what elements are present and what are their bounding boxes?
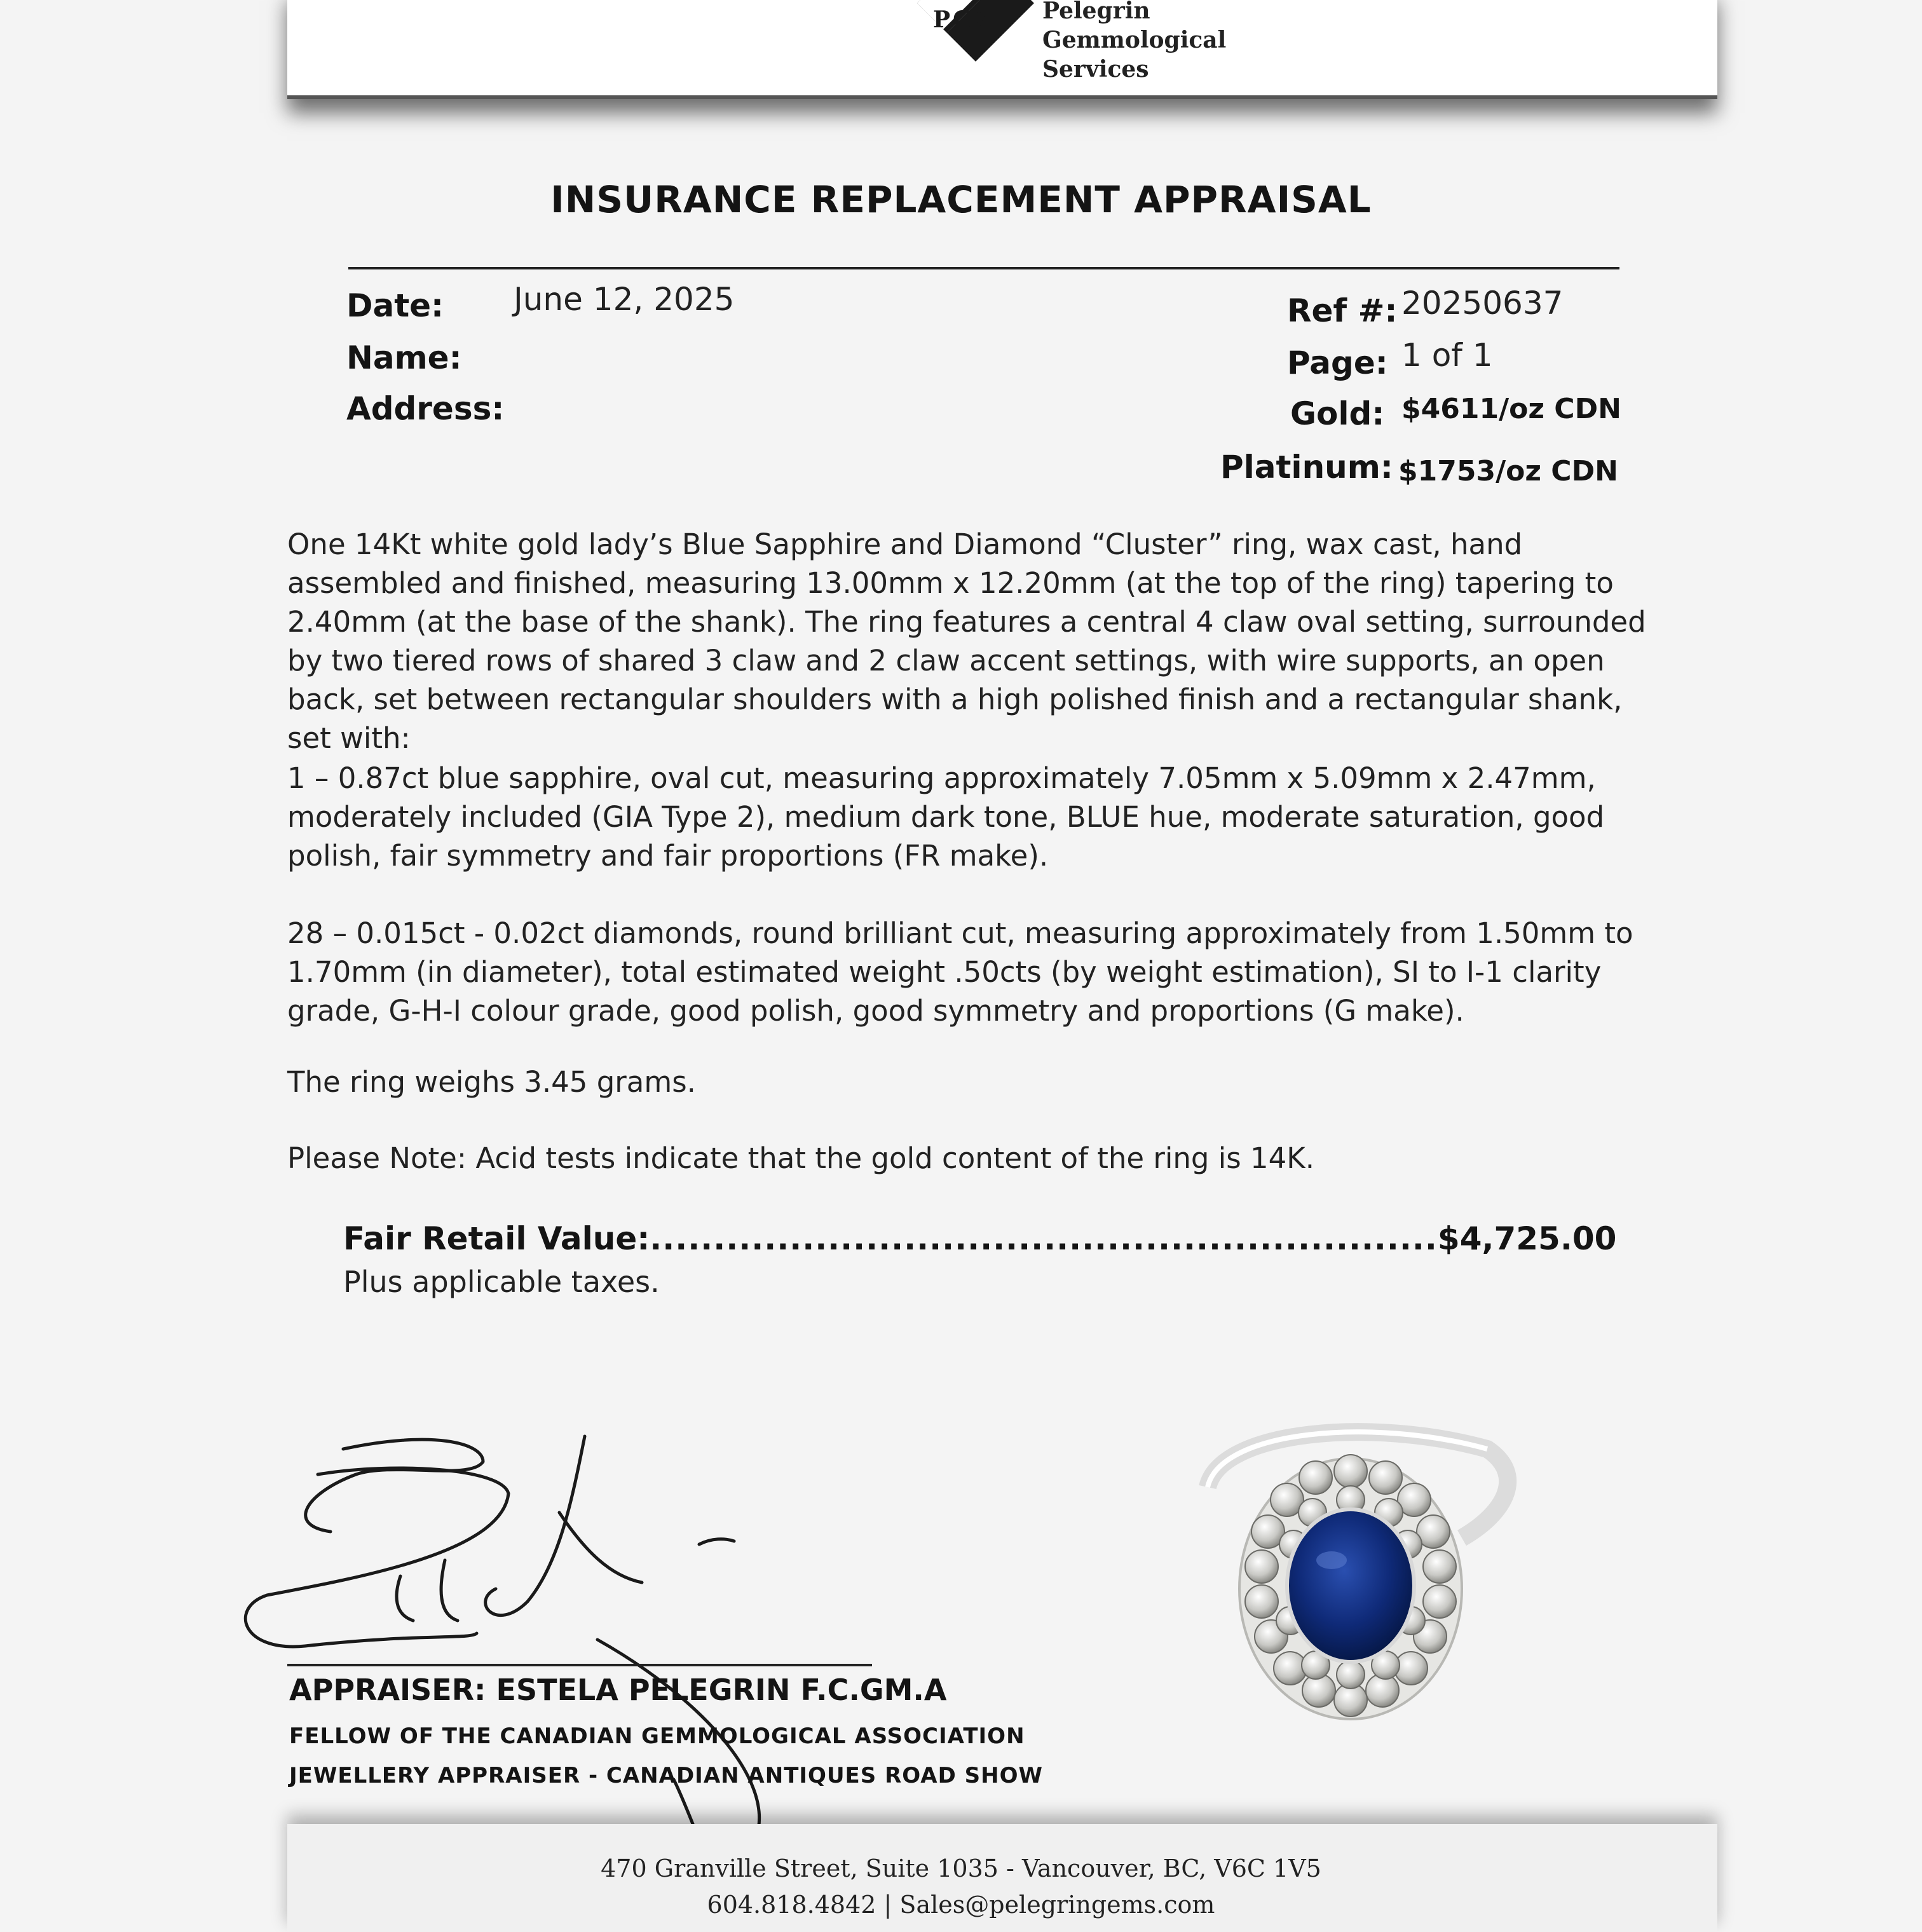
platinum-label: Platinum:: [1220, 449, 1393, 486]
company-line-3: Services: [1042, 56, 1149, 83]
company-name: [1042, 0, 1226, 84]
credential-road-show: JEWELLERY APPRAISER - CANADIAN ANTIQUES ROAD SHOW: [289, 1763, 1043, 1788]
company-line-1: Pelegrin: [1042, 0, 1150, 24]
date-value: June 12, 2025: [514, 281, 735, 318]
logo-letters: PGS: [933, 6, 994, 33]
acid-test-note: Please Note: Acid tests indicate that the gold content of the ring is 14K.: [287, 1141, 1315, 1175]
date-label: Date:: [346, 287, 444, 324]
name-label: Name:: [346, 339, 462, 376]
platinum-value: $1753/oz CDN: [1398, 455, 1618, 487]
ref-value: 20250637: [1401, 285, 1564, 322]
appraiser-name: APPRAISER: ESTELA PELEGRIN F.C.GM.A: [289, 1673, 947, 1707]
gold-label: Gold:: [1290, 395, 1385, 432]
fair-retail-amount: $4,725.00: [1437, 1220, 1617, 1257]
footer-address: 470 Granville Street, Suite 1035 - Vancouver, BC, V6C 1V5: [601, 1854, 1321, 1882]
ring-weight: The ring weighs 3.45 grams.: [287, 1065, 696, 1099]
fair-retail-label: Fair Retail Value:: [343, 1220, 650, 1257]
document-title: INSURANCE REPLACEMENT APPRAISAL: [550, 178, 1372, 221]
ring-description: One 14Kt white gold lady’s Blue Sapphire and Diamond “Cluster” ring, wax cast, hand assembled and finished, measuring 13.00mm x 12.20mm (at the top of the ring) tapering to 2.40mm (at the base of the shank). The ring features a central 4 claw oval setting, surrounded by two tiered rows of shared 3 claw and 2 claw accent settings, with wire supports, an open back, set between rectangular shoulders with a high polished finish and a rectangular shank, set with:: [287, 527, 1646, 755]
credential-fellow: FELLOW OF THE CANADIAN GEMMOLOGICAL ASSOCIATION: [289, 1724, 1025, 1749]
appraiser-signature: [229, 1424, 864, 1881]
ref-label: Ref #:: [1287, 292, 1398, 329]
page-value: 1 of 1: [1401, 337, 1493, 374]
diamond-details: 28 – 0.015ct - 0.02ct diamonds, round brilliant cut, measuring approximately from 1.50mm to 1.70mm (in diameter), total estimated weight .50cts (by weight estimation), SI to I-1 clarity grade, G-H-I colour grade, good polish, good symmetry and proportions (G make).: [287, 916, 1633, 1028]
footer-contact: 604.818.4842 | Sales@pelegringems.com: [707, 1891, 1215, 1919]
page-label: Page:: [1287, 344, 1388, 381]
company-line-2: Gemmological: [1042, 27, 1227, 53]
sapphire-details: 1 – 0.87ct blue sapphire, oval cut, measuring approximately 7.05mm x 5.09mm x 2.47mm, moderately included (GIA Type 2), medium dark tone, BLUE hue, moderate saturation, good polish, fair symmetry and fair proportions (FR make).: [287, 761, 1605, 873]
address-label: Address:: [346, 390, 505, 427]
taxes-note: Plus applicable taxes.: [343, 1265, 660, 1299]
title-divider: [348, 267, 1619, 269]
leader-dots: ..............................................................: [650, 1220, 1438, 1257]
fair-retail-value: [343, 1220, 1616, 1257]
signature-line: [287, 1664, 872, 1666]
gold-value: $4611/oz CDN: [1401, 393, 1621, 425]
ring-photo: [1195, 1411, 1525, 1729]
